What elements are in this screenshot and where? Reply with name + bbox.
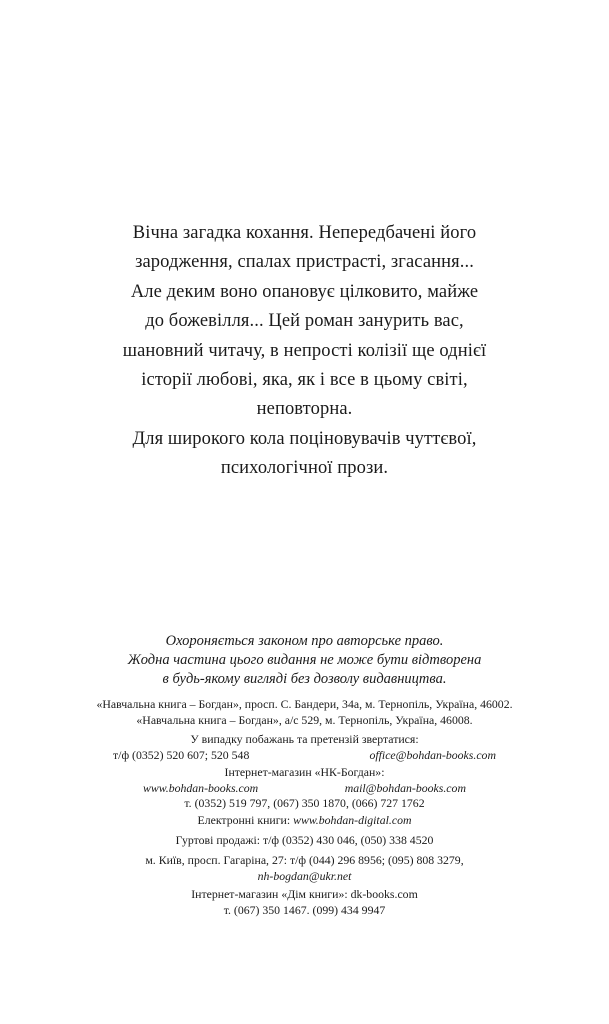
contacts-row — [0, 748, 609, 764]
online-shop-block — [0, 765, 609, 812]
annotation-line: психологічної прози. — [220, 458, 389, 479]
dim-knyhy-block — [0, 887, 609, 918]
shop-phones: т. (0352) 519 797, (067) 350 1870, (066) 727 1762 — [184, 796, 425, 811]
ebooks-label: Електронні книги: — [197, 813, 294, 827]
shop-heading: Інтернет-магазин «НК-Богдан»: — [224, 765, 385, 779]
annotation-line: Але деким воно опановує цілковито, майже — [130, 281, 479, 302]
kyiv-email: nh-bogdan@ukr.net — [257, 868, 352, 883]
shop-site: www.bohdan-books.com — [143, 780, 259, 795]
annotation-line: шановний читачу, в непрості колізії ще однієї — [122, 340, 487, 361]
contacts-phone: т/ф (0352) 520 607; 520 548 — [113, 747, 250, 762]
wholesale-line: Гуртові продажі: т/ф (0352) 430 046, (050) 338 4520 — [175, 833, 434, 847]
shop-email: mail@bohdan-books.com — [344, 780, 466, 795]
contacts-block — [0, 732, 609, 763]
copyright-line: в будь-якому вигляді без дозволу видавництва. — [162, 670, 447, 687]
ebooks-line — [0, 813, 609, 829]
contacts-email: office@bohdan-books.com — [369, 747, 496, 762]
contacts-heading: У випадку побажань та претензій звертатися: — [190, 732, 419, 746]
ebooks-block — [0, 813, 609, 829]
annotation-line: історії любові, яка, як і все в цьому світі, — [141, 370, 468, 391]
publisher-address: «Навчальна книга – Богдан», а/с 529, м. Тернопіль, Україна, 46008. — [136, 712, 473, 727]
copyright-notice — [0, 632, 609, 688]
annotation-line: Вічна загадка кохання. Непередбачені його — [132, 223, 477, 243]
dim-knyhy-phones: т. (067) 350 1467. (099) 434 9947 — [223, 902, 386, 917]
wholesale-block — [0, 833, 609, 849]
copyright-line: Жодна частина цього видання не може бути відтворена — [127, 651, 482, 668]
annotation-line: до божевілля... Цей роман занурить вас, — [145, 311, 464, 332]
shop-row — [0, 781, 609, 797]
annotation-line: Для широкого кола поціновувачів чуттєвої, — [132, 428, 477, 449]
publisher-addresses — [0, 697, 609, 728]
kyiv-address: м. Київ, просп. Гагаріна, 27: т/ф (044) 296 8956; (095) 808 3279, — [145, 853, 464, 867]
dim-knyhy-heading: Інтернет-магазин «Дім книги»: dk-books.com — [191, 887, 418, 901]
publisher-address: «Навчальна книга – Богдан», просп. С. Бандери, 34а, м. Тернопіль, Україна, 46002. — [96, 697, 513, 711]
annotation-line: неповторна. — [256, 399, 353, 420]
annotation-line: зародження, спалах пристрасті, згасання... — [135, 252, 474, 273]
copyright-line: Охороняється законом про авторське право. — [165, 633, 444, 649]
ebooks-site: www.bohdan-digital.com — [293, 813, 412, 827]
book-annotation — [0, 219, 609, 484]
kyiv-office-block — [0, 853, 609, 884]
